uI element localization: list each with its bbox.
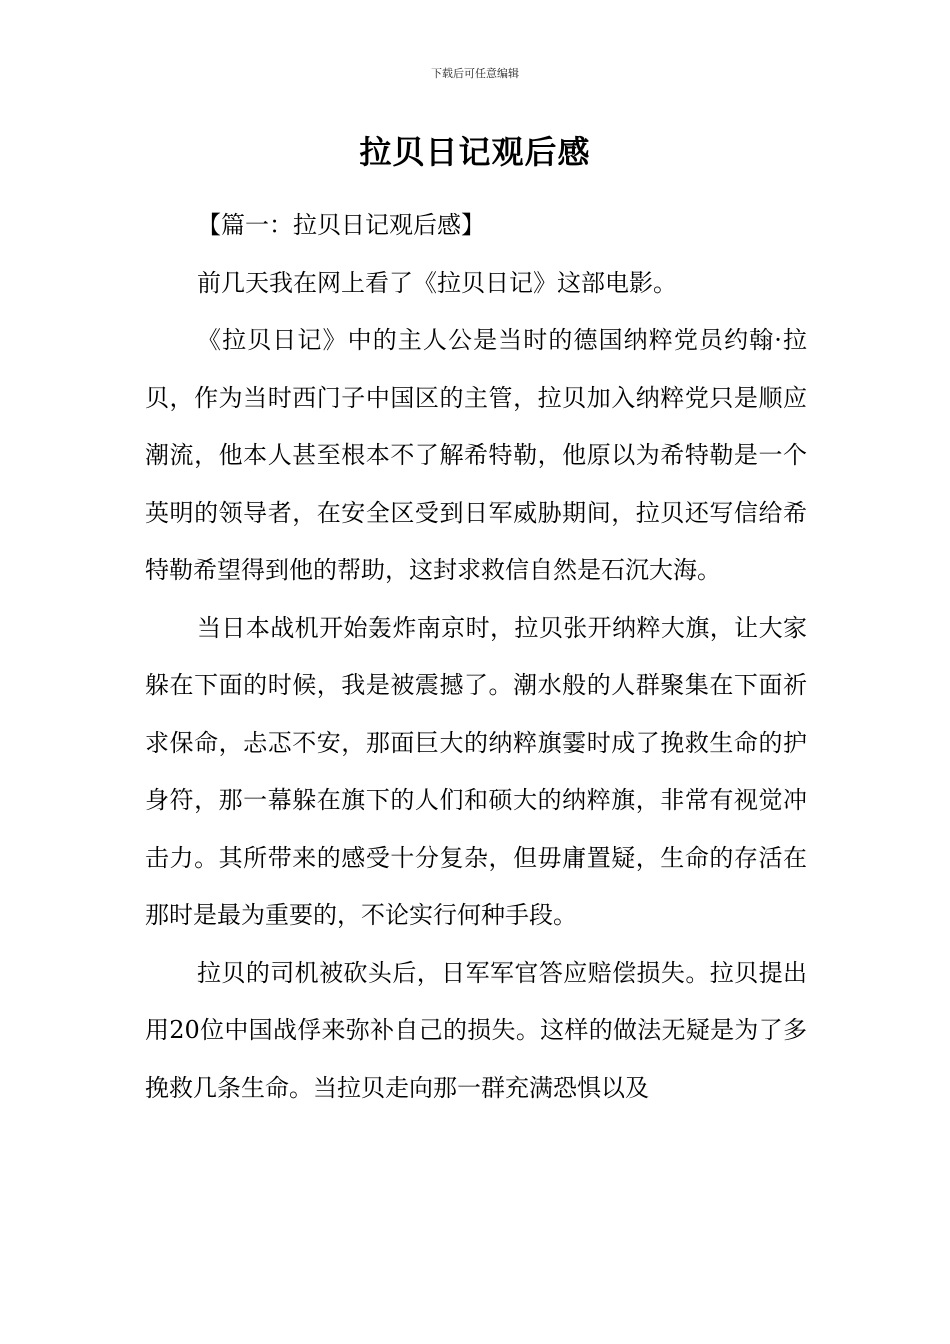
section-heading: 【篇一：拉贝日记观后感】 <box>197 211 485 239</box>
document-title: 拉贝日记观后感 <box>359 133 591 171</box>
paragraph: 《拉贝日记》中的主人公是当时的德国纳粹党员约翰·拉贝，作为当时西门子中国区的主管，拉贝加入纳粹党只是顺应潮流，他本人甚至根本不了解希特勒，他原以为希特勒是一个英明的领导者，在安全区受到日军威胁期间，拉贝还写信给希特勒希望得到他的帮助，这封求救信自然是石沉大海。 <box>145 326 807 584</box>
document-body <box>145 197 807 1117</box>
paragraph: 拉贝的司机被砍头后，日军军官答应赔偿损失。拉贝提出用20位中国战俘来弥补自己的损失。这样的做法无疑是为了多挽救几条生命。当拉贝走向那一群充满恐惧以及 <box>145 958 807 1102</box>
header-note: 下载后可任意编辑 <box>431 67 519 80</box>
paragraph: 前几天我在网上看了《拉贝日记》这部电影。 <box>197 268 677 297</box>
paragraph: 当日本战机开始轰炸南京时，拉贝张开纳粹大旗，让大家躲在下面的时候，我是被震撼了。潮水般的人群聚集在下面祈求保命，忐忑不安，那面巨大的纳粹旗霎时成了挽救生命的护身符，那一幕躲在旗下的人们和硕大的纳粹旗，非常有视觉冲击力。其所带来的感受十分复杂，但毋庸置疑，生命的存活在那时是最为重要的，不论实行何种手段。 <box>145 613 807 929</box>
